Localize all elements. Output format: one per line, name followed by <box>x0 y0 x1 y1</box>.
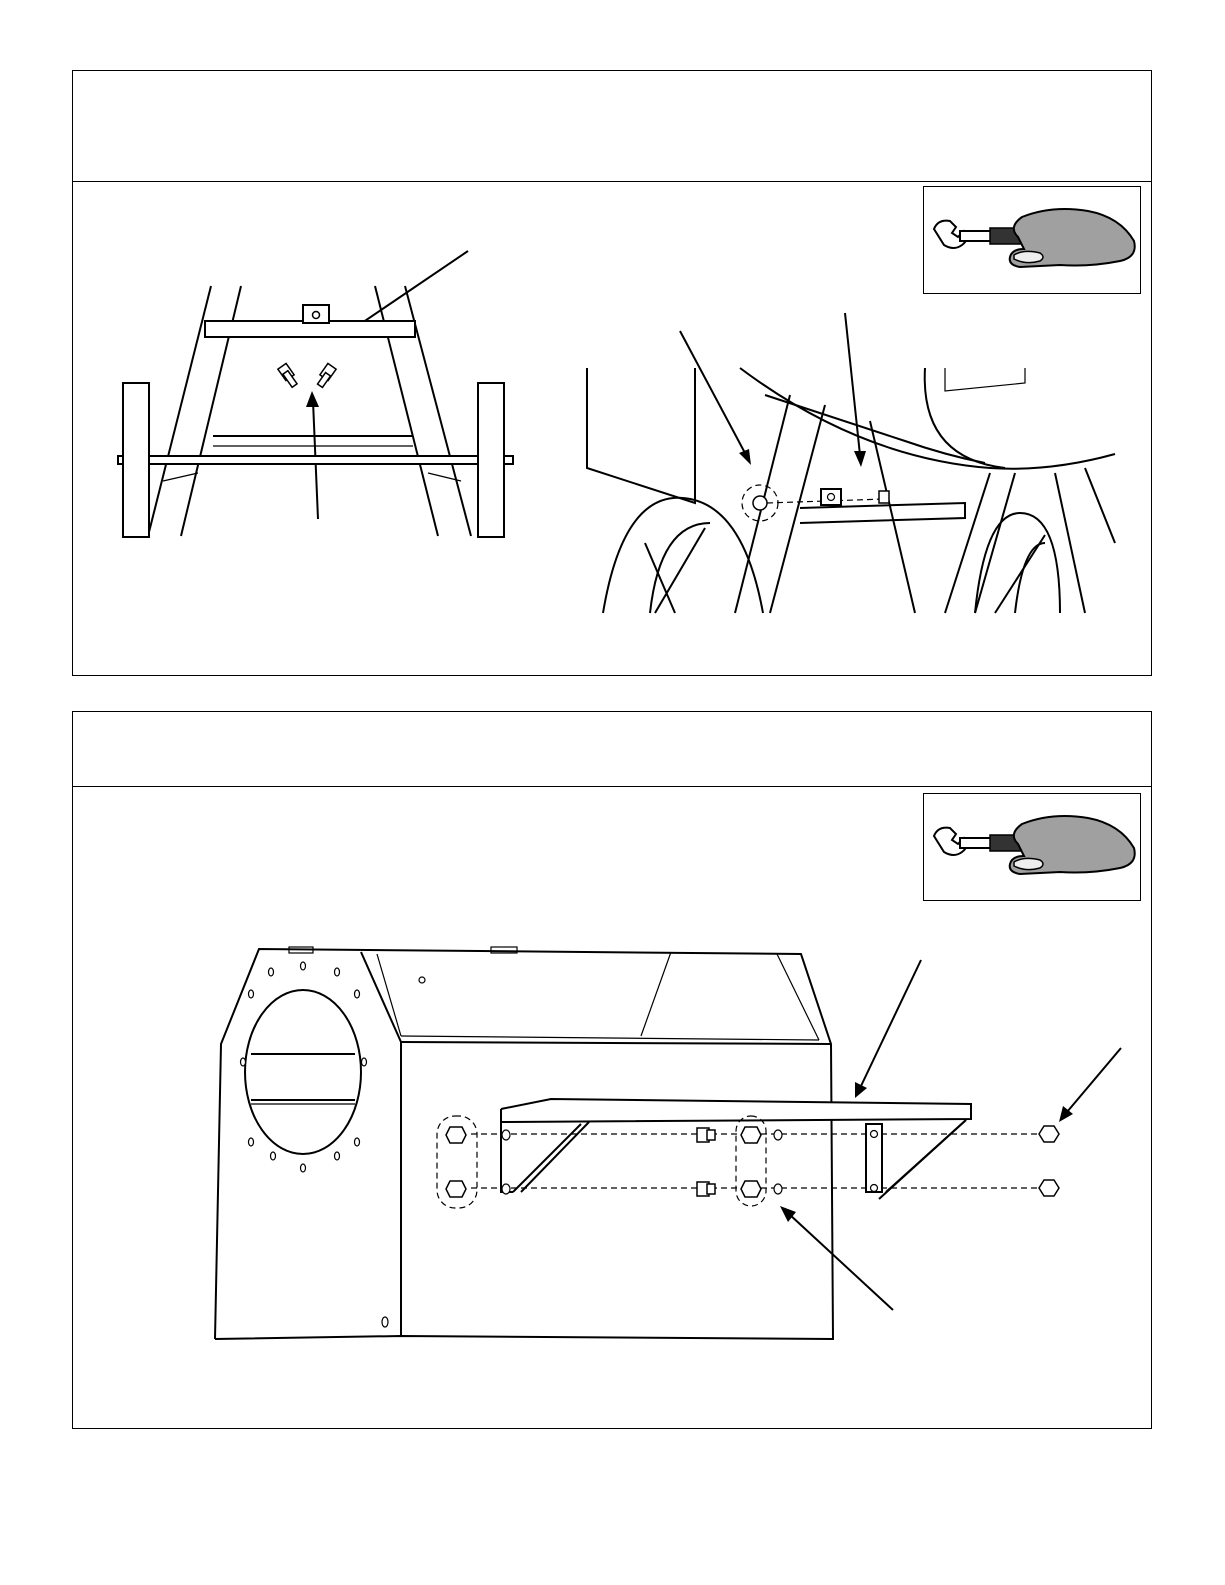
step-2-header <box>73 712 1151 787</box>
frame-side-view-diagram <box>585 303 1125 633</box>
wrench-hand-icon <box>924 187 1142 295</box>
bolt-icon <box>278 363 297 387</box>
step-1-panel <box>72 70 1152 676</box>
step-1-header <box>73 71 1151 182</box>
step-2-panel <box>72 711 1152 1429</box>
frame-front-view-diagram <box>113 241 533 571</box>
shelf-mounting-diagram <box>201 944 1151 1364</box>
wrench-tool-box <box>923 793 1141 901</box>
bolt-icon <box>318 363 337 387</box>
wrench-hand-icon <box>924 794 1142 902</box>
wrench-tool-box <box>923 186 1141 294</box>
